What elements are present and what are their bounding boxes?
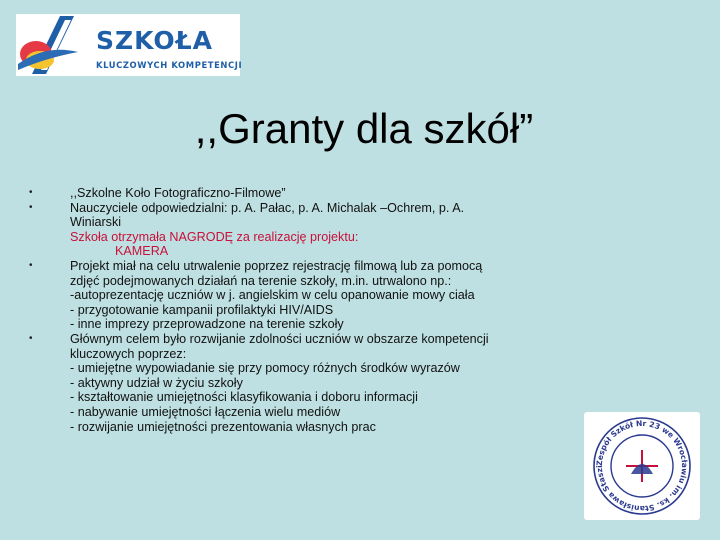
item-line: Głównym celem było rozwijanie zdolności uczniów w obszarze kompetencji (70, 331, 489, 346)
list-item (29, 259, 569, 332)
item-line: - przygotowanie kampanii profilaktyki HIV/AIDS (70, 302, 334, 317)
item-line: ,,Szkolne Koło Fotograficzno-Filmowe” (70, 186, 286, 200)
bullet-list (29, 186, 569, 434)
item-line: - nabywanie umiejętności łączenia wielu mediów (70, 404, 341, 419)
award-item: KAMERA (115, 244, 169, 259)
item-line: - rozwijanie umiejętności prezentowania własnych prac (70, 419, 376, 434)
page-title: ,,Granty dla szkół” (194, 105, 534, 152)
list-item (29, 201, 569, 259)
school-stamp (584, 412, 700, 520)
logo-title: SZKOŁA (96, 26, 214, 55)
list-item (29, 332, 569, 434)
item-line: - kształtowanie umiejętności klasyfikowania i doboru informacji (70, 390, 418, 405)
list-item (29, 186, 569, 201)
bullet-icon: • (29, 201, 33, 213)
bullet-icon: • (29, 259, 33, 271)
item-line: Winiarski (70, 215, 122, 230)
stamp-seal-icon (584, 412, 700, 520)
logo-szkola-kluczowych-kompetencji (16, 14, 243, 76)
item-line: Projekt miał na celu utrwalenie poprzez rejestrację filmową lub za pomocą (70, 258, 483, 273)
item-line: kluczowych poprzez: (70, 346, 187, 361)
bullet-icon: • (29, 332, 33, 344)
item-line: zdjęć podejmowanych działań na terenie szkoły, m.in. utrwalono np.: (70, 273, 452, 288)
award-line: Szkoła otrzymała NAGRODĘ za realizację projektu: (70, 229, 359, 244)
item-line: - inne imprezy przeprowadzone na terenie szkoły (70, 317, 344, 332)
logo-subtitle: KLUCZOWYCH KOMPETENCJI (96, 60, 243, 70)
bullet-icon: • (29, 187, 33, 198)
item-line: - aktywny udział w życiu szkoły (70, 375, 243, 390)
item-line: - umiejętne wypowiadanie się przy pomocy różnych środków wyrazów (70, 361, 460, 376)
item-line: -autoprezentację uczniów w j. angielskim w celu opanowanie mowy ciała (70, 288, 475, 303)
logo-emblem-icon (16, 14, 96, 76)
svg-text:Zespół Szkół Nr 23 we Wrocławi: Zespół Szkół Nr 23 we Wrocławiu im. ks. Stanisława Staszi (594, 418, 690, 514)
item-line: Nauczyciele odpowiedzialni: p. A. Pałac, p. A. Michalak –Ochrem, p. A. (70, 200, 465, 215)
